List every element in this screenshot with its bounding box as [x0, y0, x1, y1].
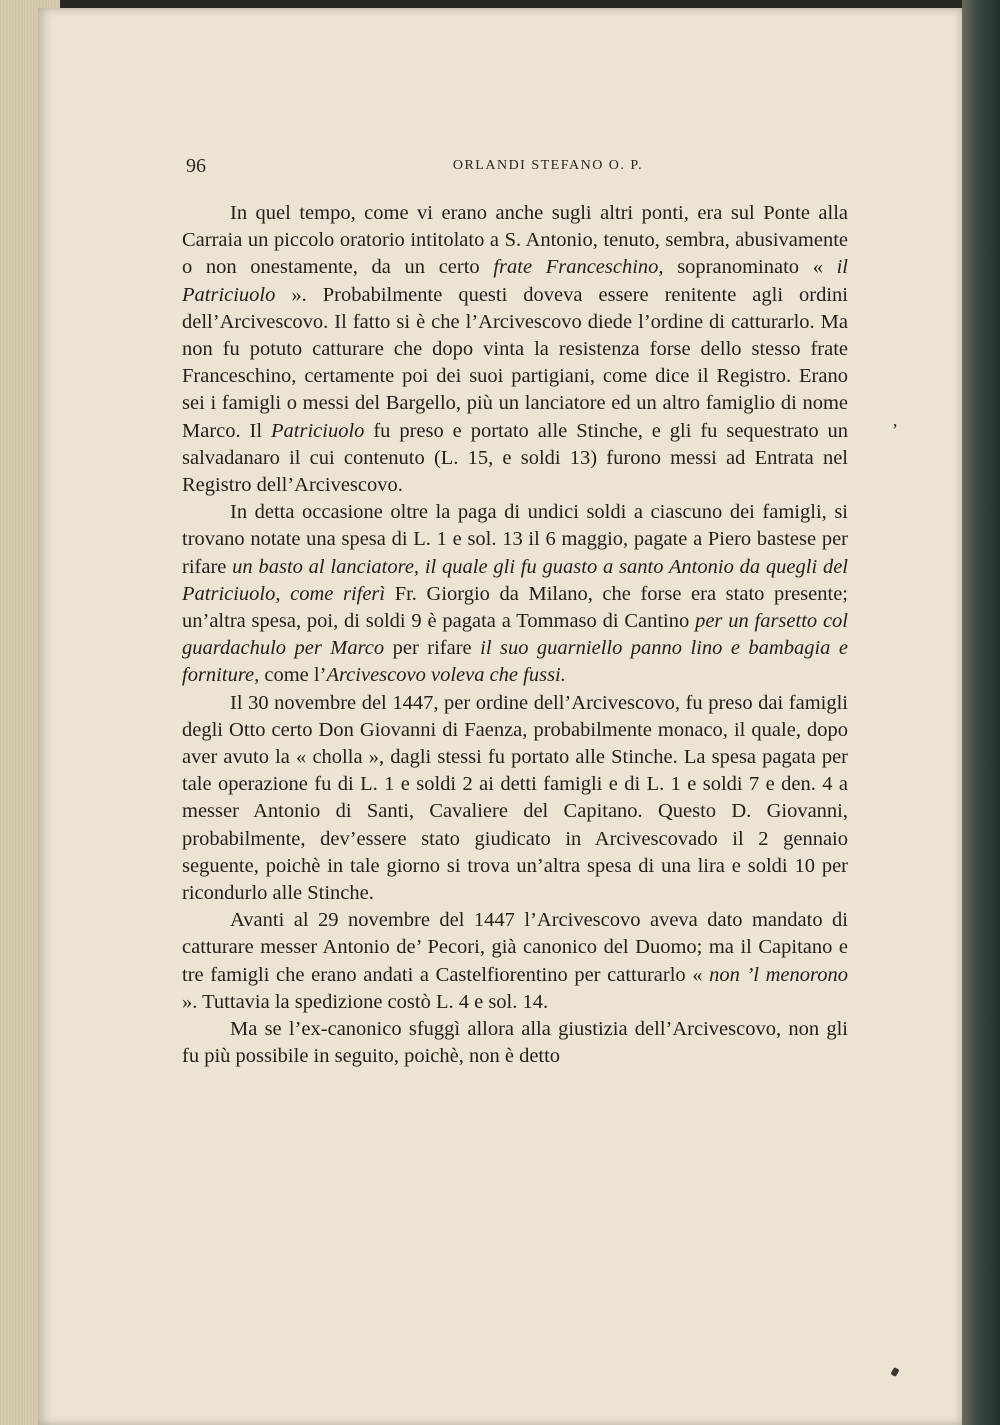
- text-run: In detta occasione oltre la paga di undici soldi a ciascuno dei famigli, si trovano notate una spesa di L. 1 e sol. 13 il 6 maggio, pagate a Piero bastese per rifare: [182, 501, 848, 578]
- paragraph: [182, 1016, 848, 1070]
- italic-text: non ’l menorono: [709, 963, 848, 986]
- text-run: per rifare: [384, 637, 481, 660]
- page-number: 96: [186, 155, 206, 177]
- text-run: sopranominato «: [663, 256, 837, 279]
- book-cover-edge: [962, 0, 1000, 1425]
- body-text: [182, 200, 848, 1071]
- text-run: In quel tempo, come vi erano anche sugli altri ponti, era sul Ponte alla Carraia un piccolo oratorio intitolato a S. Antonio, tenuto, sembra, abusivamente o non onestamente, da un certo: [182, 202, 848, 279]
- italic-text: il suo guarniello panno lino e bambagia e forniture,: [182, 637, 848, 687]
- text-run: fu preso e portato alle Stinche, e gli fu sequestrato un salvadanaro il cui contenuto (L. 15, e soldi 13) furono messi ad Entrata nel Registro dell’Arcivescovo.: [182, 419, 848, 497]
- text-run: Avanti al 29 novembre del 1447 l’Arcivescovo aveva dato mandato di catturare messer Antonio de’ Pecori, già canonico del Duomo; ma il Capitano e tre famigli che erano andati a Castelfiorentino per catturarlo «: [182, 909, 848, 986]
- text-run: ». Probabilmente questi doveva essere renitente agli ordini dell’Arcivescovo. Il fatto si è che l’Arcivescovo diede l’ordine di catturarlo. Ma non fu potuto catturare che dopo vinta la resistenza forse dello stesso frate Franceschino, certamente poi dei suoi partigiani, come dice il Registro. Erano sei i famigli o messi del Bargello, più un lanciatore ed un altro famiglio di nome Marco. Il: [182, 283, 848, 442]
- running-head: ORLANDI STEFANO O. P.: [452, 158, 644, 173]
- text-run: Fr. Giorgio da Milano, che forse era stato presente; un’altra spesa, poi, di soldi 9 è pagata a Tommaso di Cantino: [182, 582, 848, 633]
- page-header: [186, 155, 850, 185]
- italic-text: Patriciuolo: [271, 419, 365, 442]
- text-run: Il 30 novembre del 1447, per ordine dell’Arcivescovo, fu preso dai famigli degli Otto certo Don Giovanni di Faenza, probabilmente monaco, il quale, dopo aver avuto la « cholla », dagli stessi fu portato alle Stinche. La spesa pagata per tale operazione fu di L. 1 e soldi 2 ai detti famigli e di L. 1 e soldi 7 e den. 4 a messer Antonio di Santi, Cavaliere del Capitano. Questo D. Giovanni, probabilmente, dev’essere stato giudicato in Arcivescovado il 2 gennaio seguente, poichè in tale giorno si trova un’altra spesa di una lira e soldi 10 per ricondurlo alle Stinche.: [182, 691, 848, 905]
- paragraph: [182, 690, 848, 908]
- text-run: ». Tuttavia la spedizione costò L. 4 e sol. 14.: [182, 990, 549, 1013]
- text-run: come l’: [259, 664, 327, 687]
- margin-mark: ’: [892, 420, 898, 440]
- italic-text: per un farsetto col guardachulo per Marco: [182, 610, 848, 660]
- paragraph: [182, 499, 848, 689]
- italic-text: Arcivescovo voleva che fussi.: [326, 664, 566, 687]
- italic-text: un basto al lanciatore, il quale gli fu guasto a santo Antonio da quegli del Patriciuolo, come riferì: [182, 555, 848, 605]
- italic-text: il Patriciuolo: [182, 256, 848, 306]
- paragraph: [182, 200, 848, 499]
- text-run: Ma se l’ex-canonico sfuggì allora alla giustizia dell’Arcivescovo, non gli fu più possibile in seguito, poichè, non è detto: [182, 1018, 848, 1068]
- paragraph: [182, 907, 848, 1016]
- italic-text: frate Franceschino,: [493, 256, 664, 279]
